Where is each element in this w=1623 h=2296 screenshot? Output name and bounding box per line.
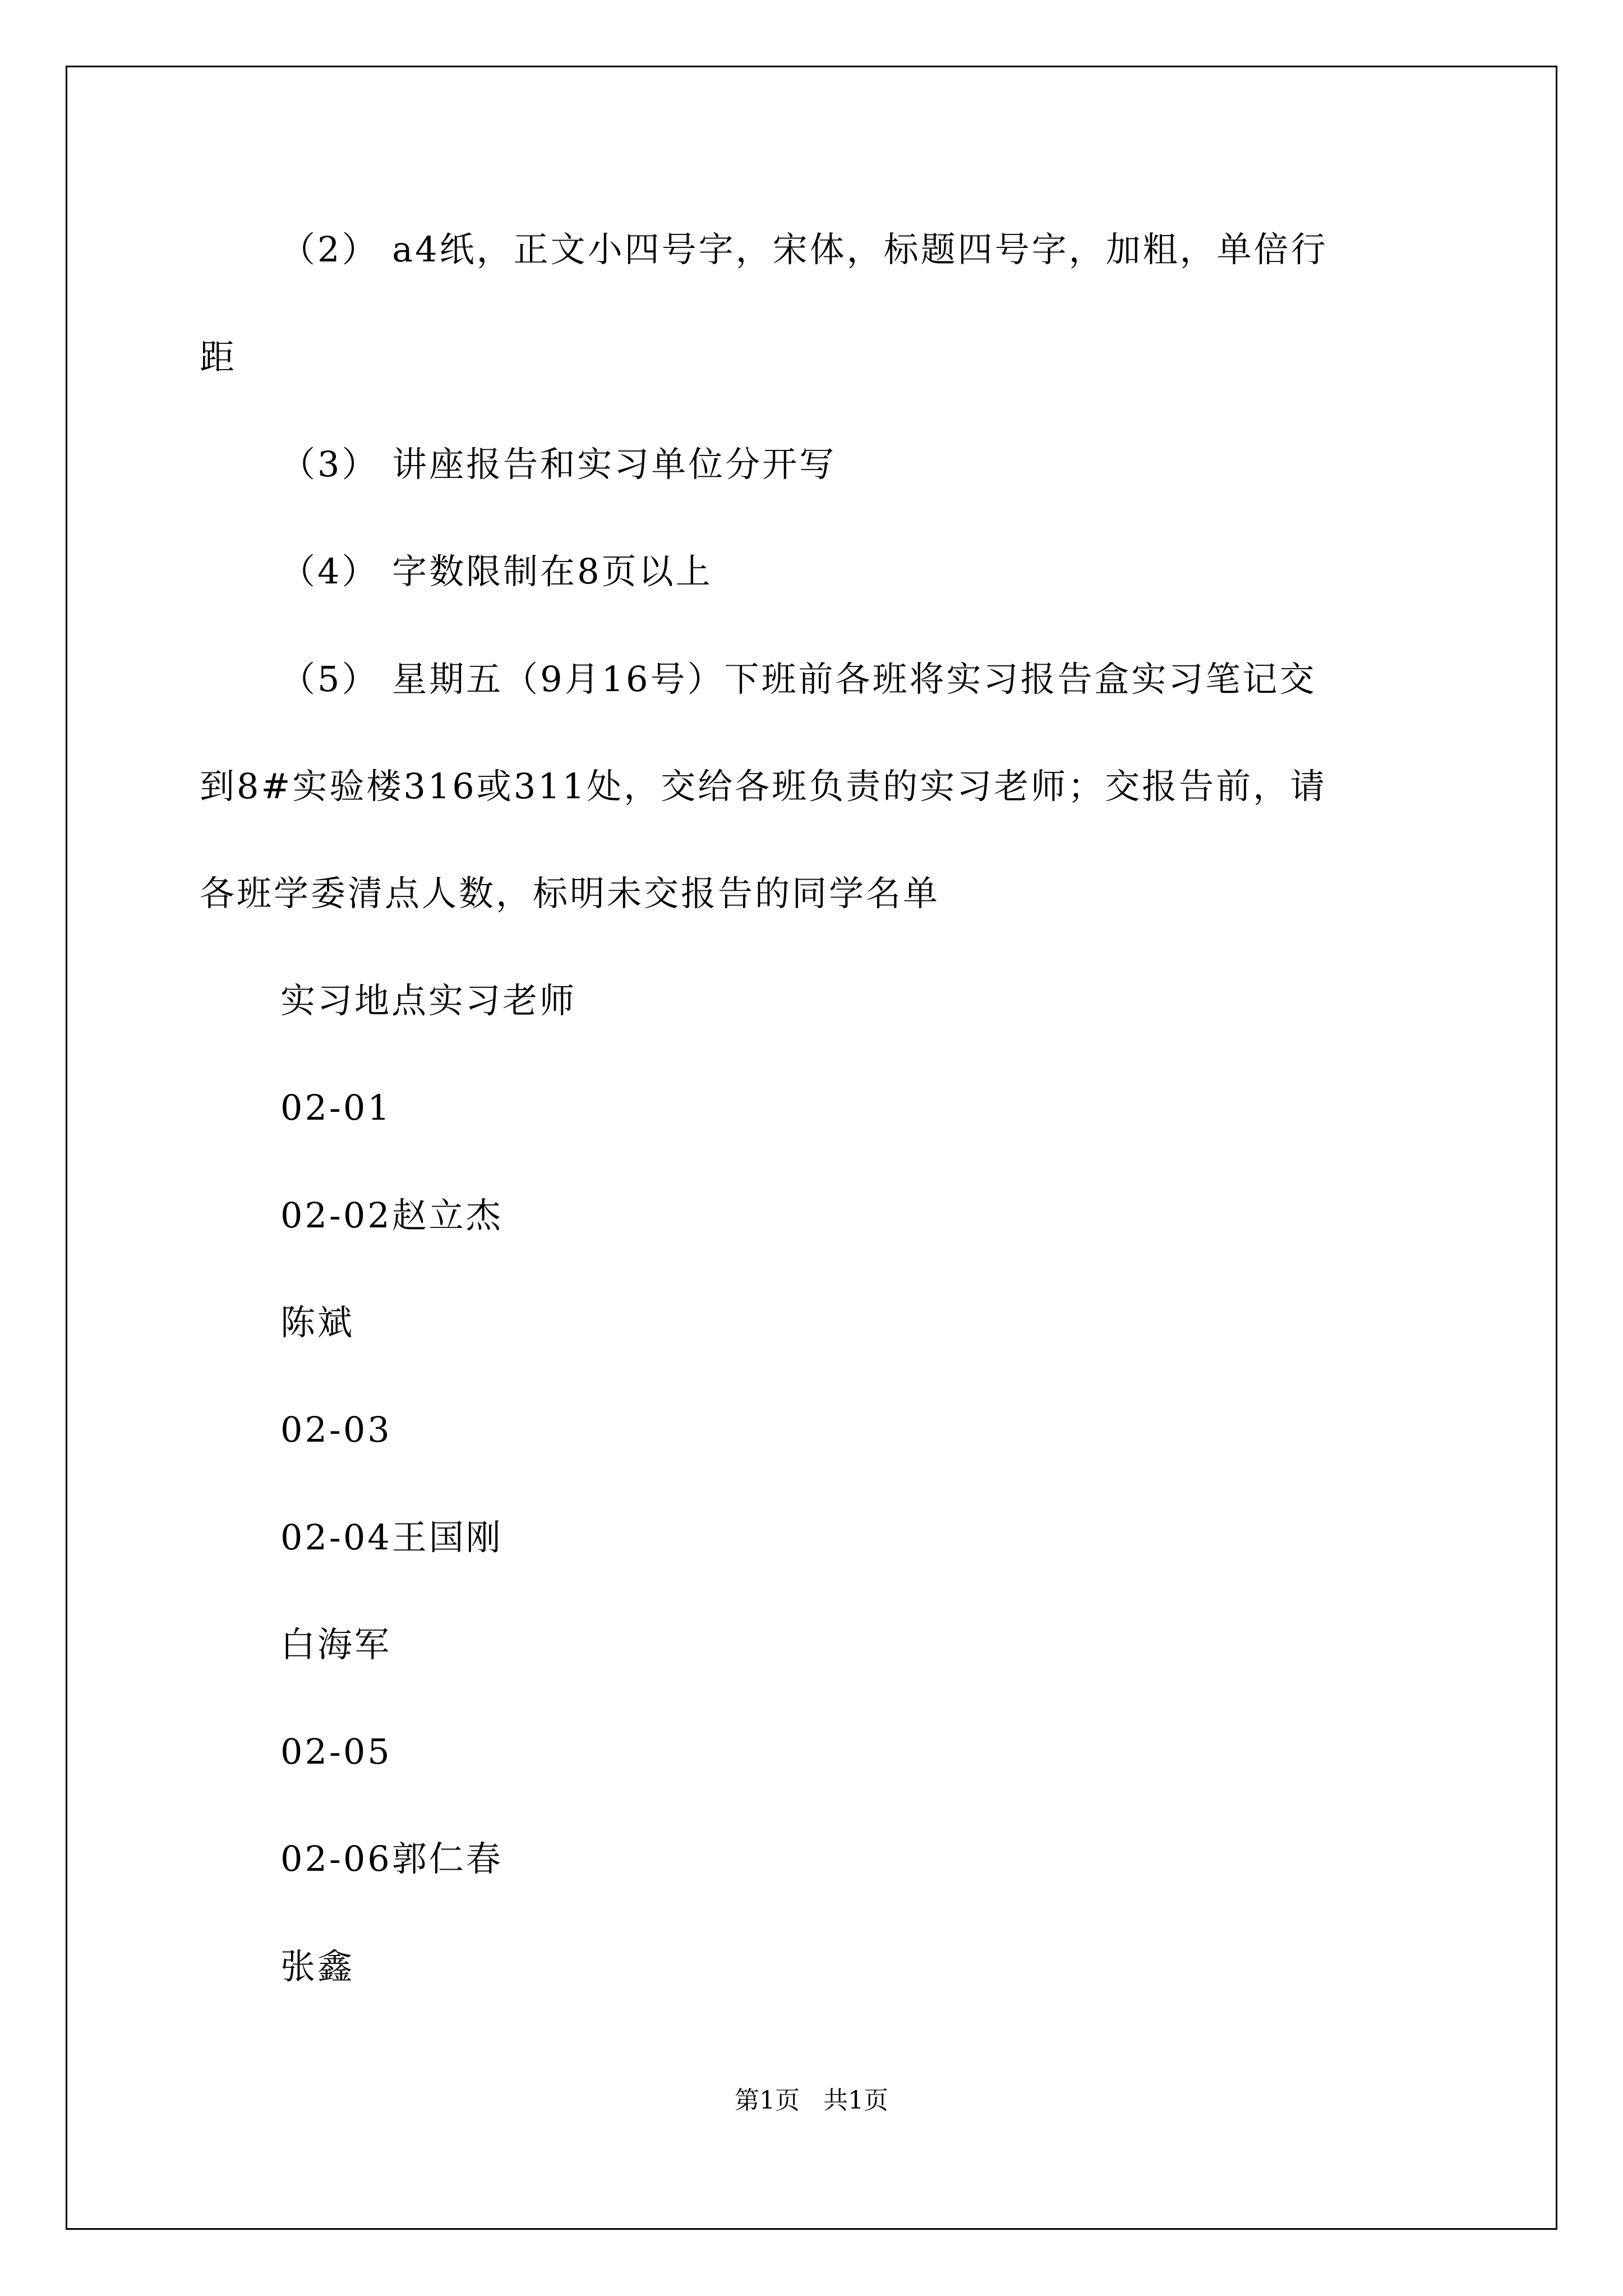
paragraph-item-4: （4） 字数限制在8页以上 (280, 551, 713, 592)
list-item: 02-06郭仁春 (280, 1838, 503, 1879)
paragraph-item-5-line-2: 到8#实验楼316或311处，交给各班负责的实习老师；交报告前，请 (200, 766, 1327, 807)
paragraph-item-5: （5） 星期五（9月16号）下班前各班将实习报告盒实习笔记交 (280, 659, 1317, 700)
list-item: 张鑫 (280, 1946, 355, 1987)
list-item: 02-05 (280, 1731, 392, 1772)
list-item: 白海军 (280, 1624, 392, 1665)
list-item: 02-03 (280, 1409, 392, 1450)
table-header: 实习地点实习老师 (280, 980, 577, 1021)
list-item: 02-02赵立杰 (280, 1195, 503, 1236)
page-footer: 第1页 共1页 (735, 2086, 888, 2115)
paragraph-item-2-continued: 距 (200, 337, 237, 378)
paragraph-item-2: （2） a4纸，正文小四号字，宋体，标题四号字，加粗，单倍行 (280, 229, 1328, 270)
list-item: 陈斌 (280, 1302, 355, 1343)
list-item: 02-01 (280, 1087, 392, 1128)
page-border (66, 66, 1557, 2230)
paragraph-item-5-line-3: 各班学委清点人数，标明未交报告的同学名单 (200, 873, 940, 914)
paragraph-item-3: （3） 讲座报告和实习单位分开写 (280, 444, 837, 485)
list-item: 02-04王国刚 (280, 1517, 503, 1558)
